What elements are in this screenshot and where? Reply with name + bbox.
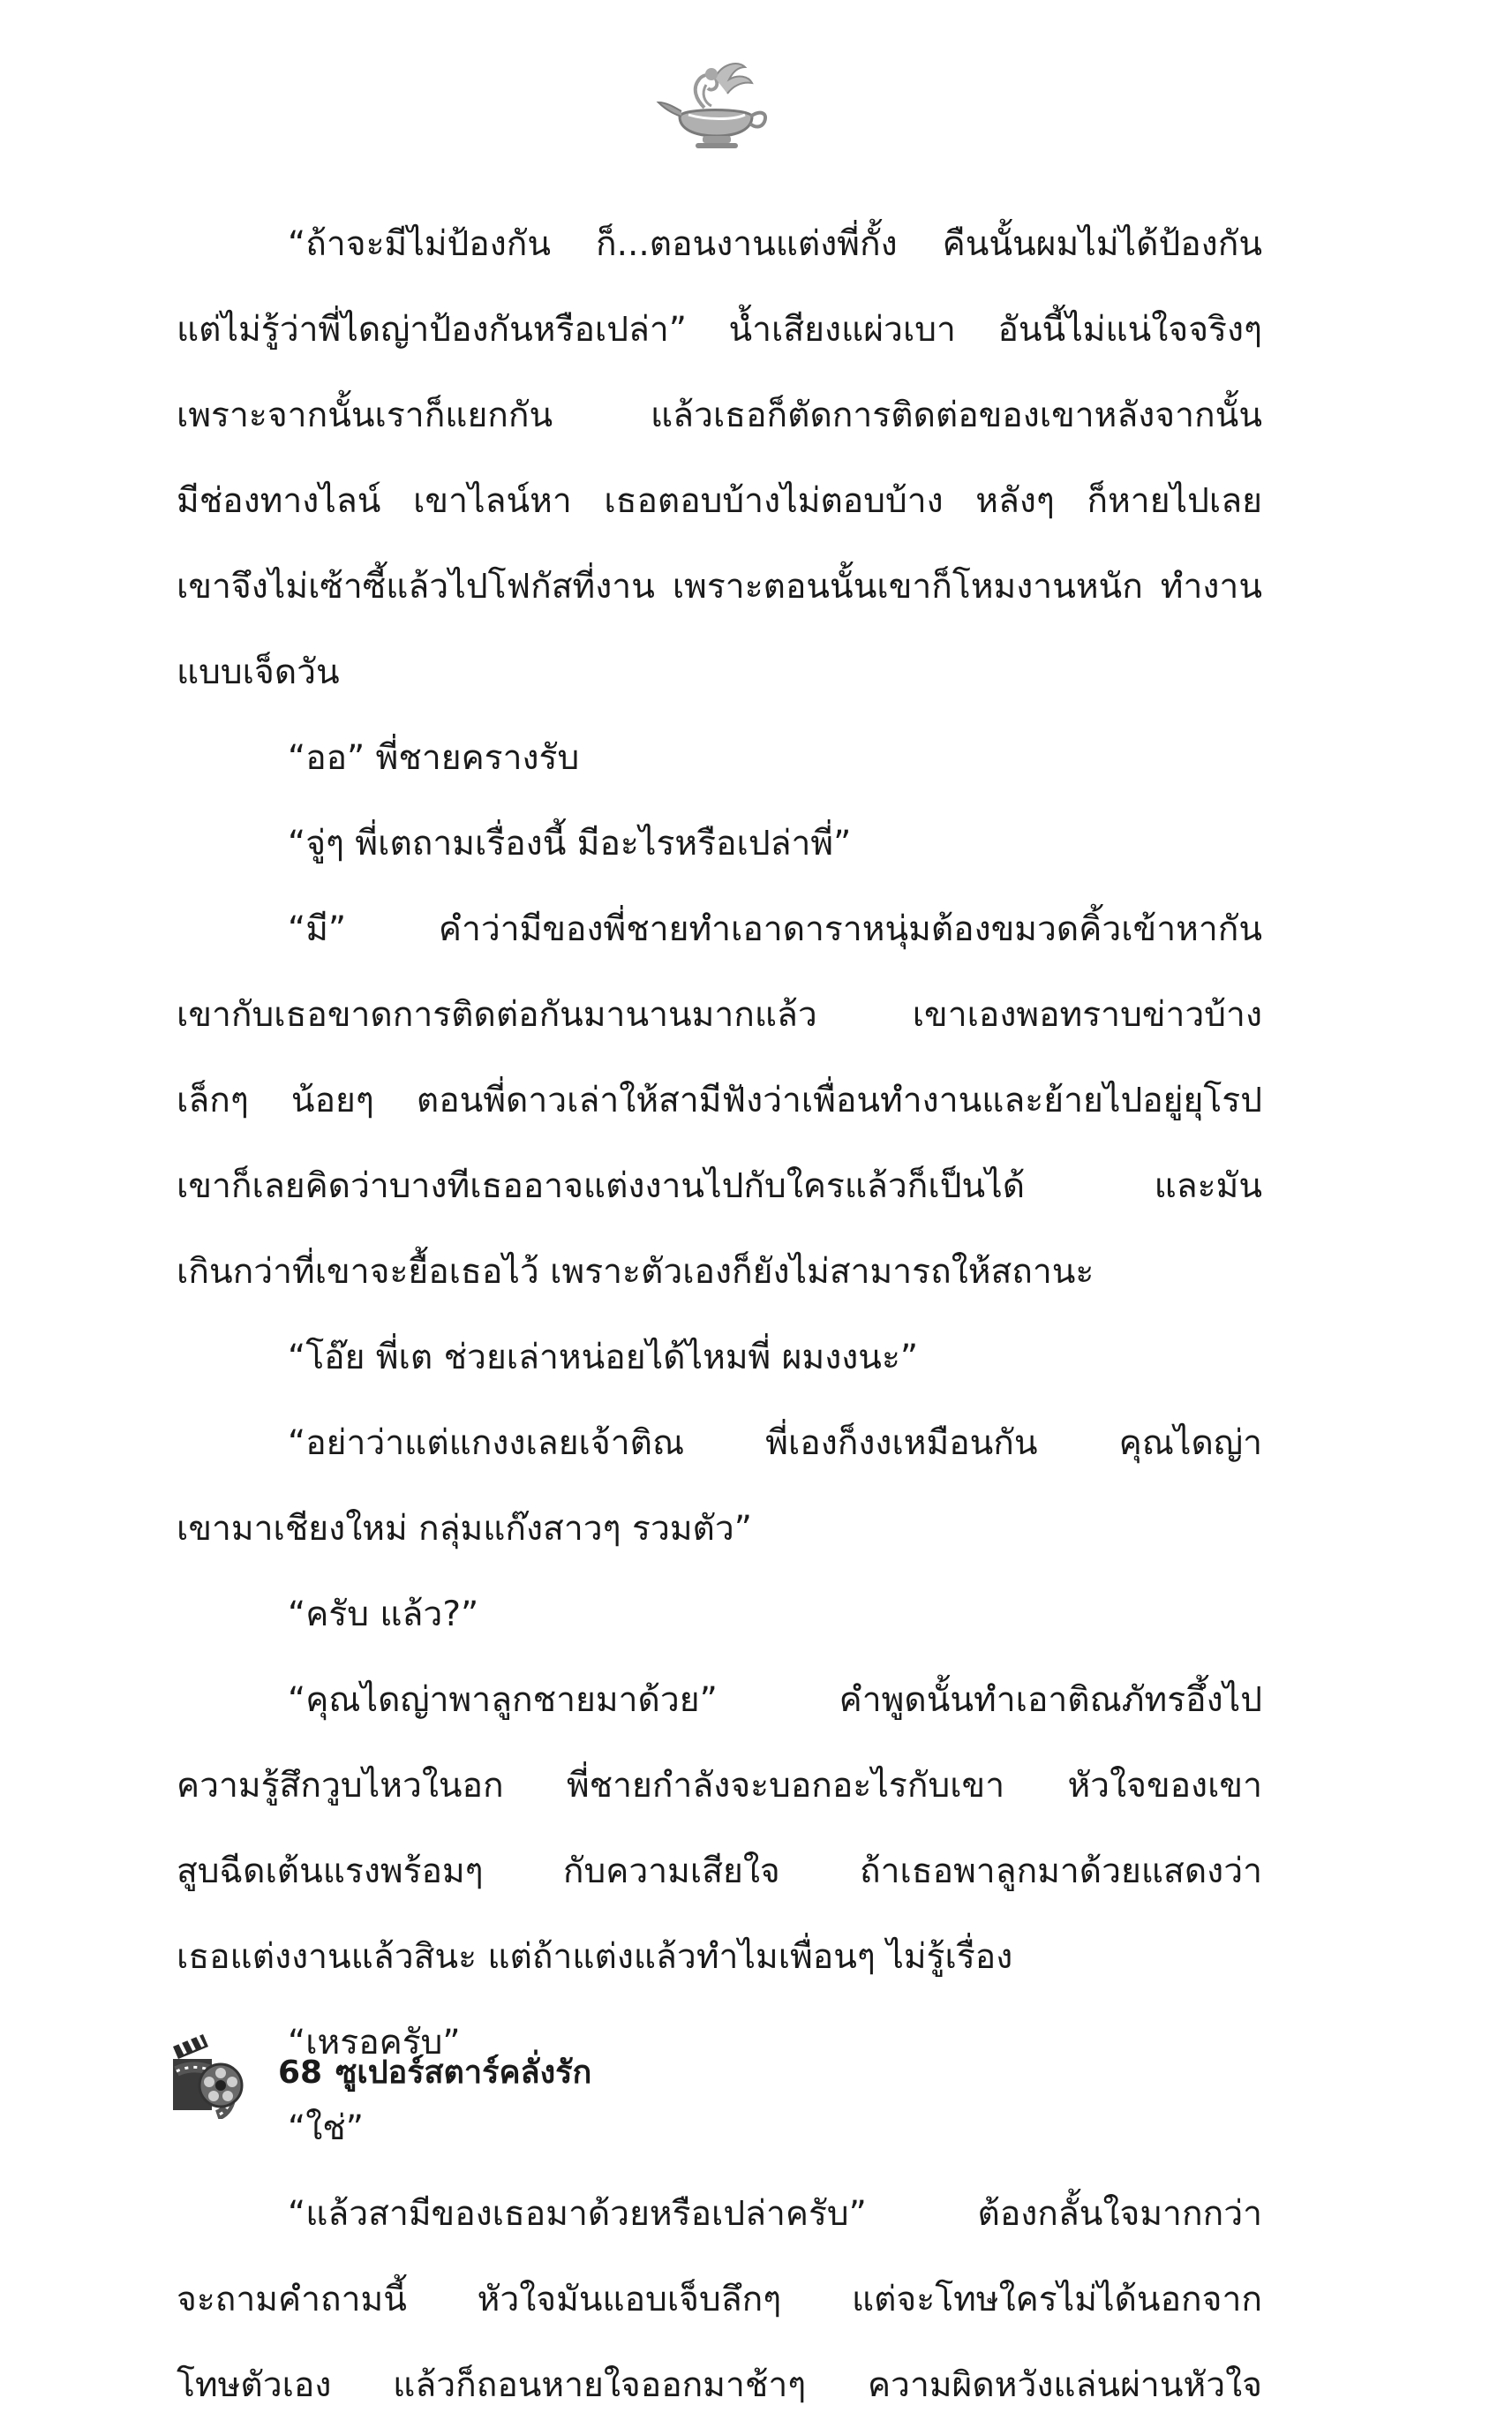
text-line: “แล้วสามีของเธอมาด้วยหรือเปล่าครับ” ต้องกลั้นใจมากกว่า (288, 2194, 1262, 2234)
text-line: โทษตัวเอง แล้วก็ถอนหายใจออกมาช้าๆ ความผิดหวังแล่นผ่านหัวใจ (177, 2365, 1262, 2405)
text-line: “มี” คำว่ามีของพี่ชายทำเอาดาราหนุ่มต้องขมวดคิ้วเข้าหากัน (288, 909, 1262, 949)
text-line: เกินกว่าที่เขาจะยื้อเธอไว้ เพราะตัวเองก็ยังไม่สามารถให้สถานะ (177, 1252, 1095, 1292)
text-line: สูบฉีดเต้นแรงพร้อมๆ กับความเสียใจ ถ้าเธอพาลูกมาด้วยแสดงว่า (177, 1851, 1262, 1891)
book-title: ซูเปอร์สตาร์คลั่งรัก (335, 2055, 592, 2091)
text-line: เขามาเชียงใหม่ กลุ่มแก๊งสาวๆ รวมตัว” (177, 1509, 752, 1549)
text-line: “คุณไดญ่าพาลูกชายมาด้วย” คำพูดนั้นทำเอาติณภัทรอึ้งไป (288, 1680, 1262, 1720)
text-line: มีช่องทางไลน์ เขาไลน์หา เธอตอบบ้างไม่ตอบบ้าง หลังๆ ก็หายไปเลย (177, 481, 1262, 521)
text-line: “ถ้าจะมีไม่ป้องกัน ก็...ตอนงานแต่งพี่กั้ง คืนนั้นผมไม่ได้ป้องกัน (288, 224, 1262, 264)
text-line: “จู่ๆ พี่เตถามเรื่องนี้ มีอะไรหรือเปล่าพี่” (288, 824, 852, 863)
text-line: แบบเจ็ดวัน (177, 652, 340, 692)
page-number: 68 (278, 2055, 323, 2091)
text-line: “อย่าว่าแต่แกงงเลยเจ้าติณ พี่เองก็งงเหมือนกัน คุณไดญ่า (288, 1423, 1262, 1463)
text-line: “ออ” พี่ชายครางรับ (288, 738, 580, 778)
text-line: “โอ๊ย พี่เต ช่วยเล่าหน่อยได้ไหมพี่ ผมงงนะ” (288, 1338, 919, 1377)
text-line: เขาก็เลยคิดว่าบางทีเธออาจแต่งงานไปกับใครแล้วก็เป็นได้ และมัน (177, 1166, 1262, 1206)
page-footer (168, 2027, 962, 2124)
text-line: เพราะจากนั้นเราก็แยกกัน แล้วเธอก็ตัดการติดต่อของเขาหลังจากนั้น (177, 396, 1262, 435)
text-line: ความรู้สึกวูบไหวในอก พี่ชายกำลังจะบอกอะไรกับเขา หัวใจของเขา (177, 1766, 1262, 1806)
text-line: เขาจึงไม่เซ้าซี้แล้วไปโฟกัสที่งาน เพราะตอนนั้นเขาก็โหมงานหนัก ทำงาน (177, 567, 1262, 607)
magic-lamp-fairy-icon (653, 55, 777, 152)
film-reel-icon (168, 2027, 247, 2119)
text-line: “เหรอครับ” (288, 2023, 461, 2062)
text-line: “ครับ แล้ว?” (288, 1595, 479, 1634)
text-line: “ใช่” (288, 2108, 364, 2148)
text-line: จะถามคำถามนี้ หัวใจมันแอบเจ็บลึกๆ แต่จะโทษใครไม่ได้นอกจาก (177, 2280, 1262, 2319)
text-line: เธอแต่งงานแล้วสินะ แต่ถ้าแต่งแล้วทำไมเพื่อนๆ ไม่รู้เรื่อง (177, 1937, 1013, 1977)
text-line: แต่ไม่รู้ว่าพี่ไดญ่าป้องกันหรือเปล่า” น้ำเสียงแผ่วเบา อันนี้ไม่แน่ใจจริงๆ (177, 310, 1262, 350)
text-line: เล็กๆ น้อยๆ ตอนพี่ดาวเล่าให้สามีฟังว่าเพื่อนทำงานและย้ายไปอยู่ยุโรป (177, 1081, 1262, 1120)
text-line: เขากับเธอขาดการติดต่อกันมานานมากแล้ว เขาเองพอทราบข่าวบ้าง (177, 995, 1262, 1035)
